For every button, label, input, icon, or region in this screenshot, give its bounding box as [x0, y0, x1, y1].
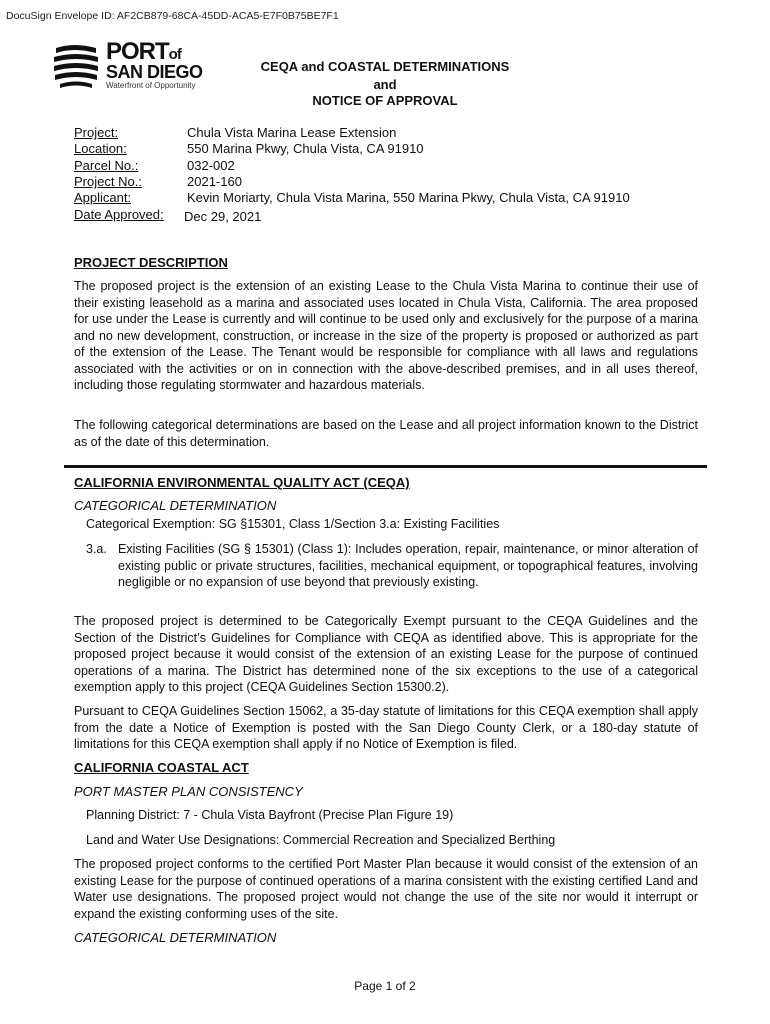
section-divider: [64, 465, 707, 468]
land-water-use-line: Land and Water Use Designations: Commercial Recreation and Specialized Berthing: [86, 833, 556, 847]
coastal-categorical-determination-subheading: CATEGORICAL DETERMINATION: [74, 930, 277, 945]
project-number-label: Project No.:: [74, 174, 142, 189]
ceqa-item-number: 3.a.: [86, 542, 107, 556]
date-approved-value: Dec 29, 2021: [184, 209, 262, 224]
document-title-line2: and: [373, 77, 397, 92]
ceqa-exemption-paragraph: The proposed project is determined to be Categorically Exempt pursuant to the CEQA Guidelines and the Section of the District’s Guidelines for Compliance with CEQA as identified above. This is appropriate for the proposed project because it would consist of the extension of an existing Lease for the purpose of continued operations of a marina. The District has determined none of the six exceptions to the use of a categorical exemption apply to this project (CEQA Guidelines Section 15300.2).: [74, 614, 698, 694]
ceqa-categorical-determination-subheading: CATEGORICAL DETERMINATION: [74, 498, 277, 513]
determinations-basis-paragraph: The following categorical determinations are based on the Lease and all project information known to the District as of the date of this determination.: [74, 418, 698, 449]
logo-tagline: Waterfront of Opportunity: [106, 81, 196, 90]
planning-district-line: Planning District: 7 - Chula Vista Bayfront (Precise Plan Figure 19): [86, 808, 454, 822]
date-approved-label: Date Approved:: [74, 207, 164, 222]
parcel-value: 032-002: [187, 158, 235, 173]
location-value: 550 Marina Pkwy, Chula Vista, CA 91910: [187, 141, 424, 156]
logo-port-text: PORTof: [106, 38, 181, 65]
project-value: Chula Vista Marina Lease Extension: [187, 125, 397, 140]
page-number: Page 1 of 2: [354, 979, 416, 993]
ceqa-item-text: Existing Facilities (SG § 15301) (Class 1): Includes operation, repair, maintenance, or minor alteration of existing public or private structures, facilities, mechanical equipment, or topographical features, involving negligible or no expansion of use beyond that previously existing.: [118, 542, 698, 589]
ceqa-heading: CALIFORNIA ENVIRONMENTAL QUALITY ACT (CEQA): [74, 475, 410, 490]
applicant-value: Kevin Moriarty, Chula Vista Marina, 550 Marina Pkwy, Chula Vista, CA 91910: [187, 190, 630, 205]
port-master-plan-subheading: PORT MASTER PLAN CONSISTENCY: [74, 784, 303, 799]
logo-san-diego-text: SAN DIEGO: [106, 62, 203, 82]
port-of-san-diego-logo: [52, 40, 212, 92]
docusign-envelope-id: DocuSign Envelope ID: AF2CB879-68CA-45DD-ACA5-E7F0B75BE7F1: [6, 10, 339, 22]
project-description-paragraph: The proposed project is the extension of an existing Lease to the Chula Vista Marina to continue their use of their existing leasehold as a marina and associated uses located in Chula Vista, California. The area proposed for use under the Lease is currently and will continue to be used only and exclusively for the purpose of a marina and no new development, construction, or increase in the size of the property is proposed or authorized as part of the extension of the Lease. The Tenant would be responsible for compliance with all laws and regulations associated with the activities or on in connection with the above-described premises, and in all uses thereof, including those regulating stormwater and hazardous materials.: [74, 279, 698, 392]
coastal-act-heading: CALIFORNIA COASTAL ACT: [74, 760, 249, 775]
project-label: Project:: [74, 125, 119, 140]
location-label: Location:: [74, 141, 127, 156]
document-title-line1: CEQA and COASTAL DETERMINATIONS: [260, 59, 510, 74]
ceqa-exemption-line: Categorical Exemption: SG §15301, Class 1/Section 3.a: Existing Facilities: [86, 517, 500, 531]
applicant-label: Applicant:: [74, 190, 132, 205]
ceqa-statute-paragraph: Pursuant to CEQA Guidelines Section 15062, a 35-day statute of limitations for this CEQA exemption shall apply from the date a Notice of Exemption is posted with the San Diego County Clerk, or a 180-day statute of limitations for this CEQA exemption shall apply if no Notice of Exemption is filed.: [74, 704, 698, 751]
coastal-consistency-paragraph: The proposed project conforms to the certified Port Master Plan because it would consist of the extension of an existing Lease for the purpose of continued operations of a marina consistent with the existing certified Land and Water use designations. The proposed project would not change the use of the site nor would it interrupt or expand the existing conforming uses of the site.: [74, 857, 698, 921]
project-description-heading: PROJECT DESCRIPTION: [74, 255, 228, 270]
document-title-line3: NOTICE OF APPROVAL: [312, 93, 458, 108]
parcel-label: Parcel No.:: [74, 158, 139, 173]
logo-wave-mark-icon: [52, 42, 100, 90]
project-number-value: 2021-160: [187, 174, 242, 189]
